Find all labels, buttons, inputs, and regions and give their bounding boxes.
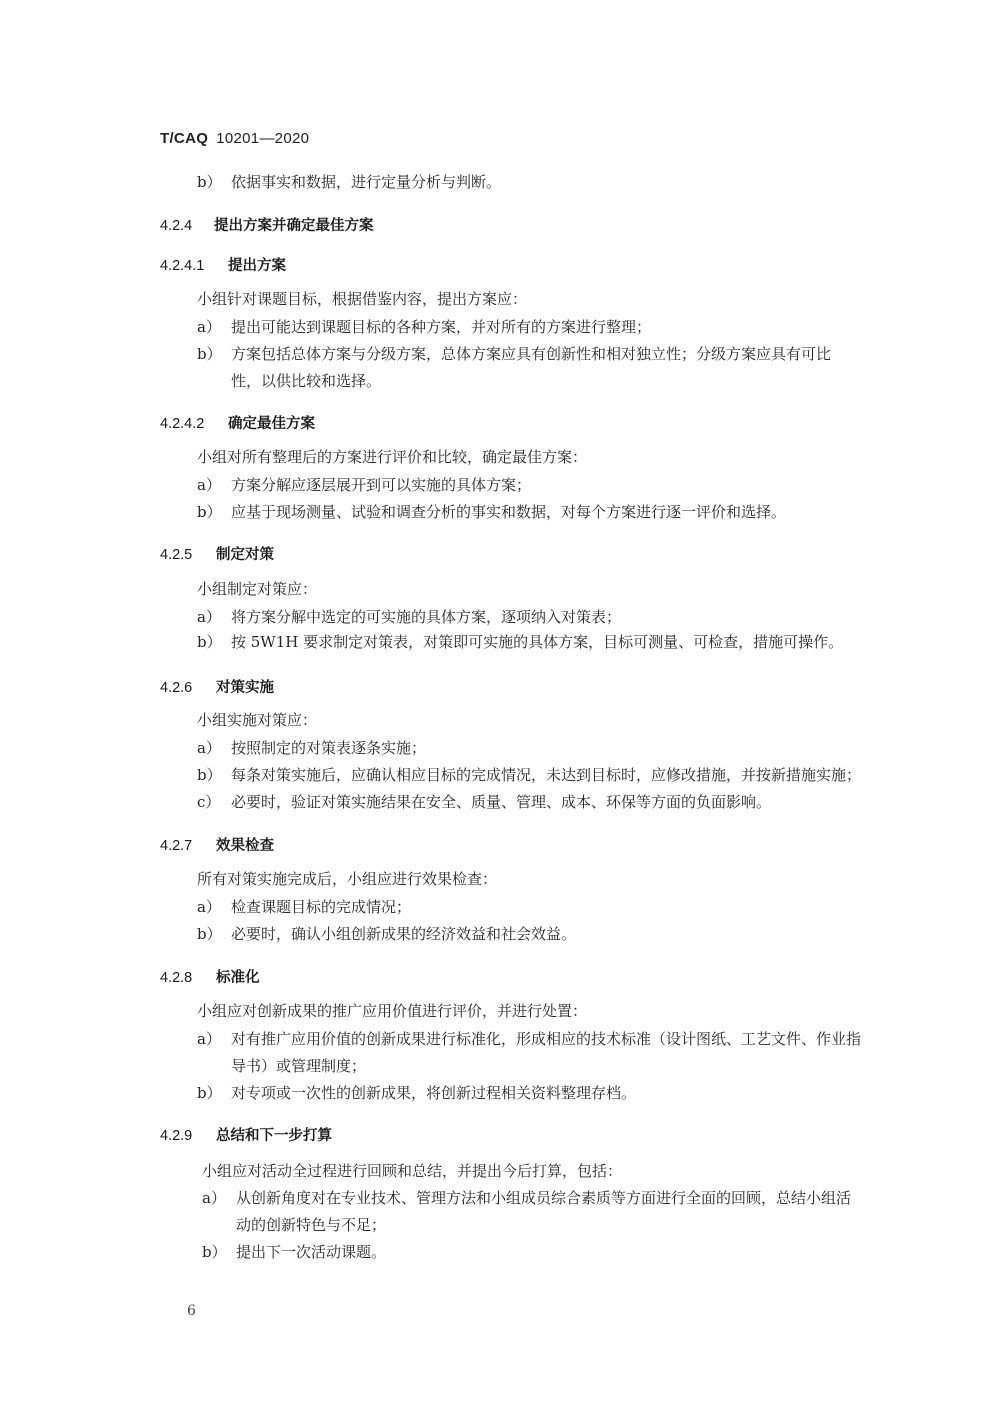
- list-item: b） 每条对策实施后，应确认相应目标的完成情况，未达到目标时，应修改措施，并按新措施实施；: [197, 766, 862, 784]
- paragraph: 小组应对活动全过程进行回顾和总结，并提出今后打算，包括：: [202, 1162, 623, 1180]
- list-item: c） 必要时，验证对策实施结果在安全、质量、管理、成本、环保等方面的负面影响。: [197, 793, 772, 811]
- list-item: a） 从创新角度对在专业技术、管理方法和小组成员综合素质等方面进行全面的回顾，总结小组活: [202, 1189, 852, 1207]
- list-item: b） 依据事实和数据，进行定量分析与判断。: [197, 173, 502, 191]
- list-item: a） 按照制定的对策表逐条实施；: [197, 739, 427, 757]
- standard-prefix: T/CAQ: [160, 130, 209, 147]
- standard-code: [160, 130, 309, 147]
- section-heading-4-2-9: 4.2.9 总结和下一步打算: [160, 1128, 332, 1144]
- paragraph: 小组对所有整理后的方案进行评价和比较，确定最佳方案：: [197, 448, 588, 466]
- section-heading-4-2-7: 4.2.7 效果检查: [160, 838, 274, 854]
- section-heading-4-2-4: 4.2.4 提出方案并确定最佳方案: [160, 218, 374, 234]
- list-item-continuation: 性，以供比较和选择。: [231, 372, 382, 390]
- section-heading-4-2-5: 4.2.5 制定对策: [160, 547, 274, 563]
- paragraph: 小组实施对策应：: [197, 711, 318, 729]
- section-heading-4-2-8: 4.2.8 标准化: [160, 970, 260, 986]
- paragraph: 小组应对创新成果的推广应用价值进行评价，并进行处置：: [197, 1002, 588, 1020]
- list-item: a） 方案分解应逐层展开到可以实施的具体方案；: [197, 476, 532, 494]
- list-item: a） 检查课题目标的完成情况；: [197, 898, 412, 916]
- list-item: b） 按 5W1H 要求制定对策表，对策即可实施的具体方案，目标可测量、可检查，措施可操作。: [197, 633, 844, 651]
- section-heading-4-2-4-1: 4.2.4.1 提出方案: [160, 258, 286, 274]
- list-item: a） 提出可能达到课题目标的各种方案，并对所有的方案进行整理；: [197, 318, 652, 336]
- section-heading-4-2-6: 4.2.6 对策实施: [160, 680, 274, 696]
- list-item-continuation: 动的创新特色与不足；: [236, 1216, 387, 1234]
- paragraph: 所有对策实施完成后，小组应进行效果检查：: [197, 870, 498, 888]
- standard-number: 10201—2020: [216, 130, 310, 147]
- list-item: b） 方案包括总体方案与分级方案，总体方案应具有创新性和相对独立性；分级方案应具有可比: [197, 345, 832, 363]
- list-item-continuation: 导书）或管理制度；: [231, 1057, 367, 1075]
- list-item: a） 对有推广应用价值的创新成果进行标准化，形成相应的技术标准（设计图纸、工艺文件、作业指: [197, 1030, 862, 1048]
- paragraph: 小组针对课题目标，根据借鉴内容，提出方案应：: [197, 290, 528, 308]
- page-number: 6: [187, 1303, 196, 1319]
- list-item: b） 提出下一次活动课题。: [202, 1243, 387, 1261]
- paragraph: 小组制定对策应：: [197, 580, 318, 598]
- list-item: a） 将方案分解中选定的可实施的具体方案，逐项纳入对策表；: [197, 608, 622, 626]
- list-item: b） 应基于现场测量、试验和调查分析的事实和数据，对每个方案进行逐一评价和选择。: [197, 503, 787, 521]
- list-item: b） 对专项或一次性的创新成果，将创新过程相关资料整理存档。: [197, 1084, 637, 1102]
- section-heading-4-2-4-2: 4.2.4.2 确定最佳方案: [160, 416, 315, 432]
- list-item: b） 必要时，确认小组创新成果的经济效益和社会效益。: [197, 925, 577, 943]
